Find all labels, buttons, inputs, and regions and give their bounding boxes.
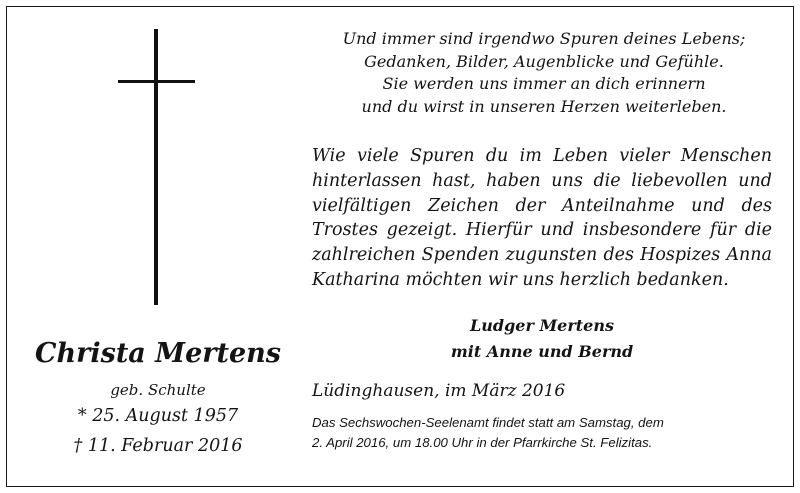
- cross-icon: [154, 29, 158, 305]
- service-line: Das Sechswochen-Seelenamt findet statt am Samstag, dem: [312, 415, 664, 430]
- signer-line: mit Anne und Bernd: [450, 342, 634, 361]
- cross-icon-bar: [118, 80, 195, 83]
- verse-line: Gedanken, Bilder, Augenblicke und Gefühle.: [364, 51, 724, 71]
- deceased-name: Christa Mertens: [35, 338, 281, 369]
- death-date: † 11. Februar 2016: [73, 436, 243, 456]
- service-line: 2. April 2016, um 18.00 Uhr in der Pfarrkirche St. Felizitas.: [312, 435, 653, 450]
- maiden-name: geb. Schulte: [110, 381, 206, 399]
- verse-line: und du wirst in unseren Herzen weiterleben.: [361, 96, 727, 116]
- place-date: Lüdinghausen, im März 2016: [312, 381, 566, 401]
- birth-date: * 25. August 1957: [77, 406, 239, 426]
- verse-line: Und immer sind irgendwo Spuren deines Lebens;: [342, 29, 746, 48]
- verse-line: Sie werden uns immer an dich erinnern: [382, 74, 706, 93]
- thanks-paragraph: Wie viele Spuren du im Leben vieler Menschen hinterlassen hast, haben uns die liebevollen und vielfältigen Zeichen der Anteilnahme und des Trostes gezeigt. Hierfür und insbesondere für die zahlreichen Spenden zugunsten des Hospizes Anna Katharina möchten wir uns herzlich bedanken.: [312, 146, 772, 290]
- signers: [312, 313, 772, 365]
- signer-line: Ludger Mertens: [470, 316, 614, 335]
- service-notice: [312, 413, 774, 453]
- memorial-verse: [310, 28, 778, 118]
